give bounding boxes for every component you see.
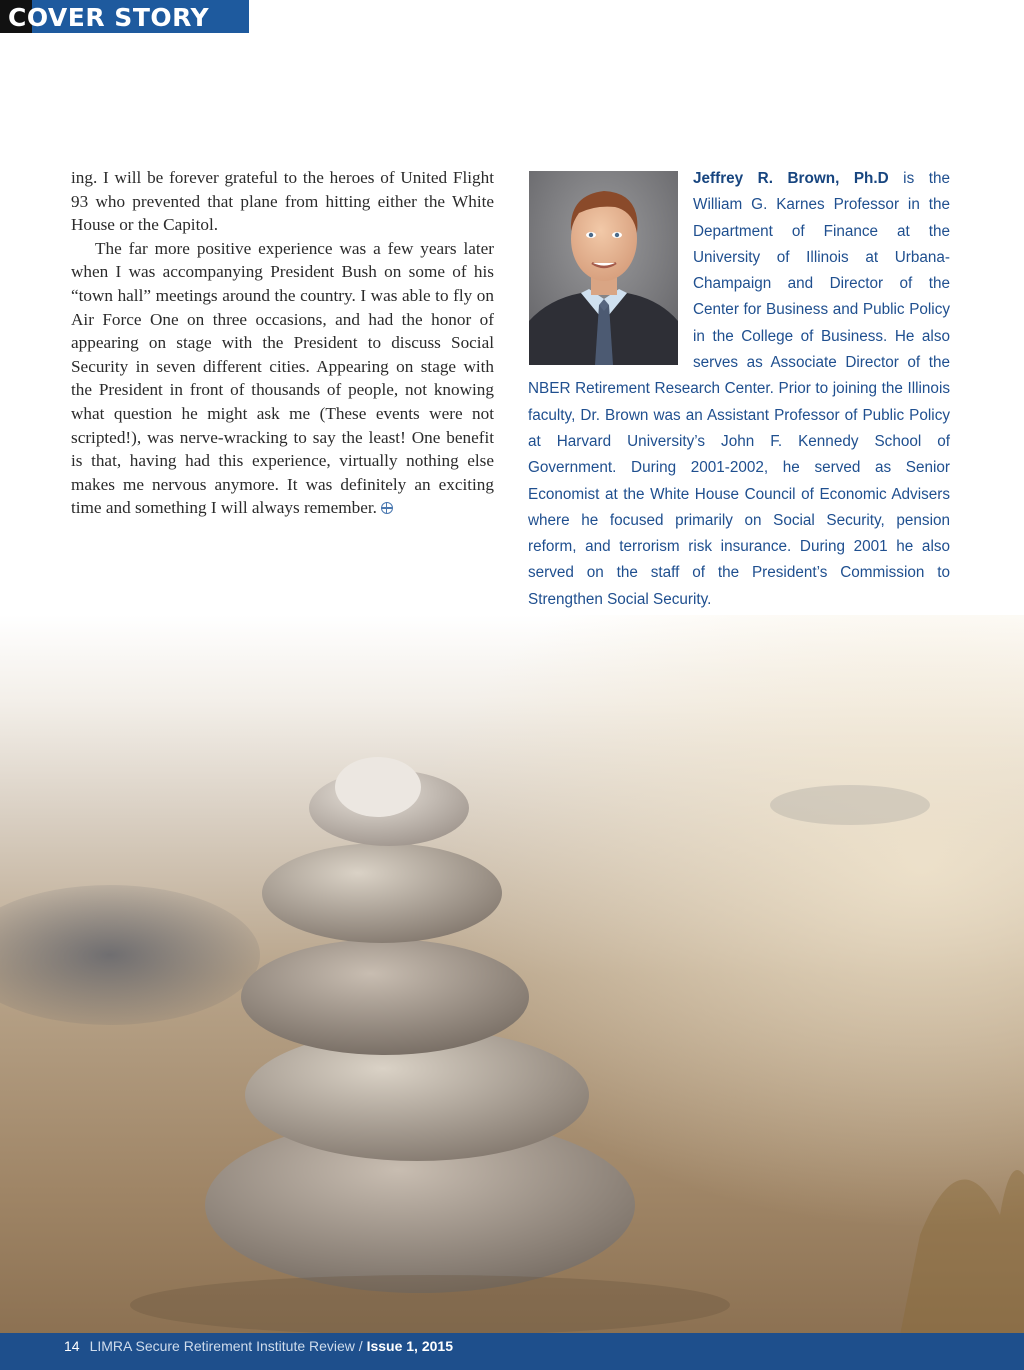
author-name: Jeffrey R. Brown, Ph.D xyxy=(693,170,889,187)
publication-name: LIMRA Secure Retirement Institute Review / xyxy=(89,1338,367,1354)
author-bio xyxy=(528,166,950,613)
stacked-stones-photo xyxy=(0,615,1024,1335)
issue-label: Issue 1, 2015 xyxy=(366,1338,453,1354)
article-paragraph: ing. I will be forever grateful to the heroes of United Flight 93 who prevented that plane from hitting either the White House or the Capitol. xyxy=(71,168,494,235)
article-column xyxy=(71,166,494,520)
section-label: COVER STORY xyxy=(8,3,210,32)
portrait-space xyxy=(528,166,693,376)
author-bio-text: is the William G. Karnes Professor in the Department of Finance at the University of Illinois at Urbana-Champaign and Director of the Center for Business and Public Policy in the College of Business. He also serves as Associate Director of the NBER Retirement Research Center. Prior to joining the Illinois faculty, Dr. Brown was an Assistant Professor of Public Policy at Harvard University’s John F. Kennedy School of Government. During 2001-2002, he served as Senior Economist at the White House Council of Economic Advisers where he focused primarily on Social Security, pension reform, and terrorism risk insurance. During 2001 he also served on the staff of the President’s Commission to Strengthen Social Security. xyxy=(528,170,950,608)
article-paragraph-text: The far more positive experience was a few years later when I was accompanying President Bush on some of his “town hall” meetings around the country. I was able to fly on Air Force One on three occasions, and had the honor of appearing on stage with the President to discuss Social Security in seven different cities. Appearing on stage with the President in front of thousands of people, not knowing what question he might ask me (These events were not scripted!), was nerve-wracking to say the least! One benefit is that, having had this experience, virtually nothing else makes me nervous anymore. It was definitely an exciting time and something I will always remember. xyxy=(71,238,494,518)
article-paragraph xyxy=(71,237,494,520)
end-mark-icon xyxy=(381,502,393,514)
footer-line xyxy=(64,1333,453,1359)
page-number: 14 xyxy=(64,1338,80,1354)
page-footer xyxy=(0,1333,1024,1370)
stones-illustration xyxy=(0,615,1024,1335)
section-banner xyxy=(0,0,249,33)
